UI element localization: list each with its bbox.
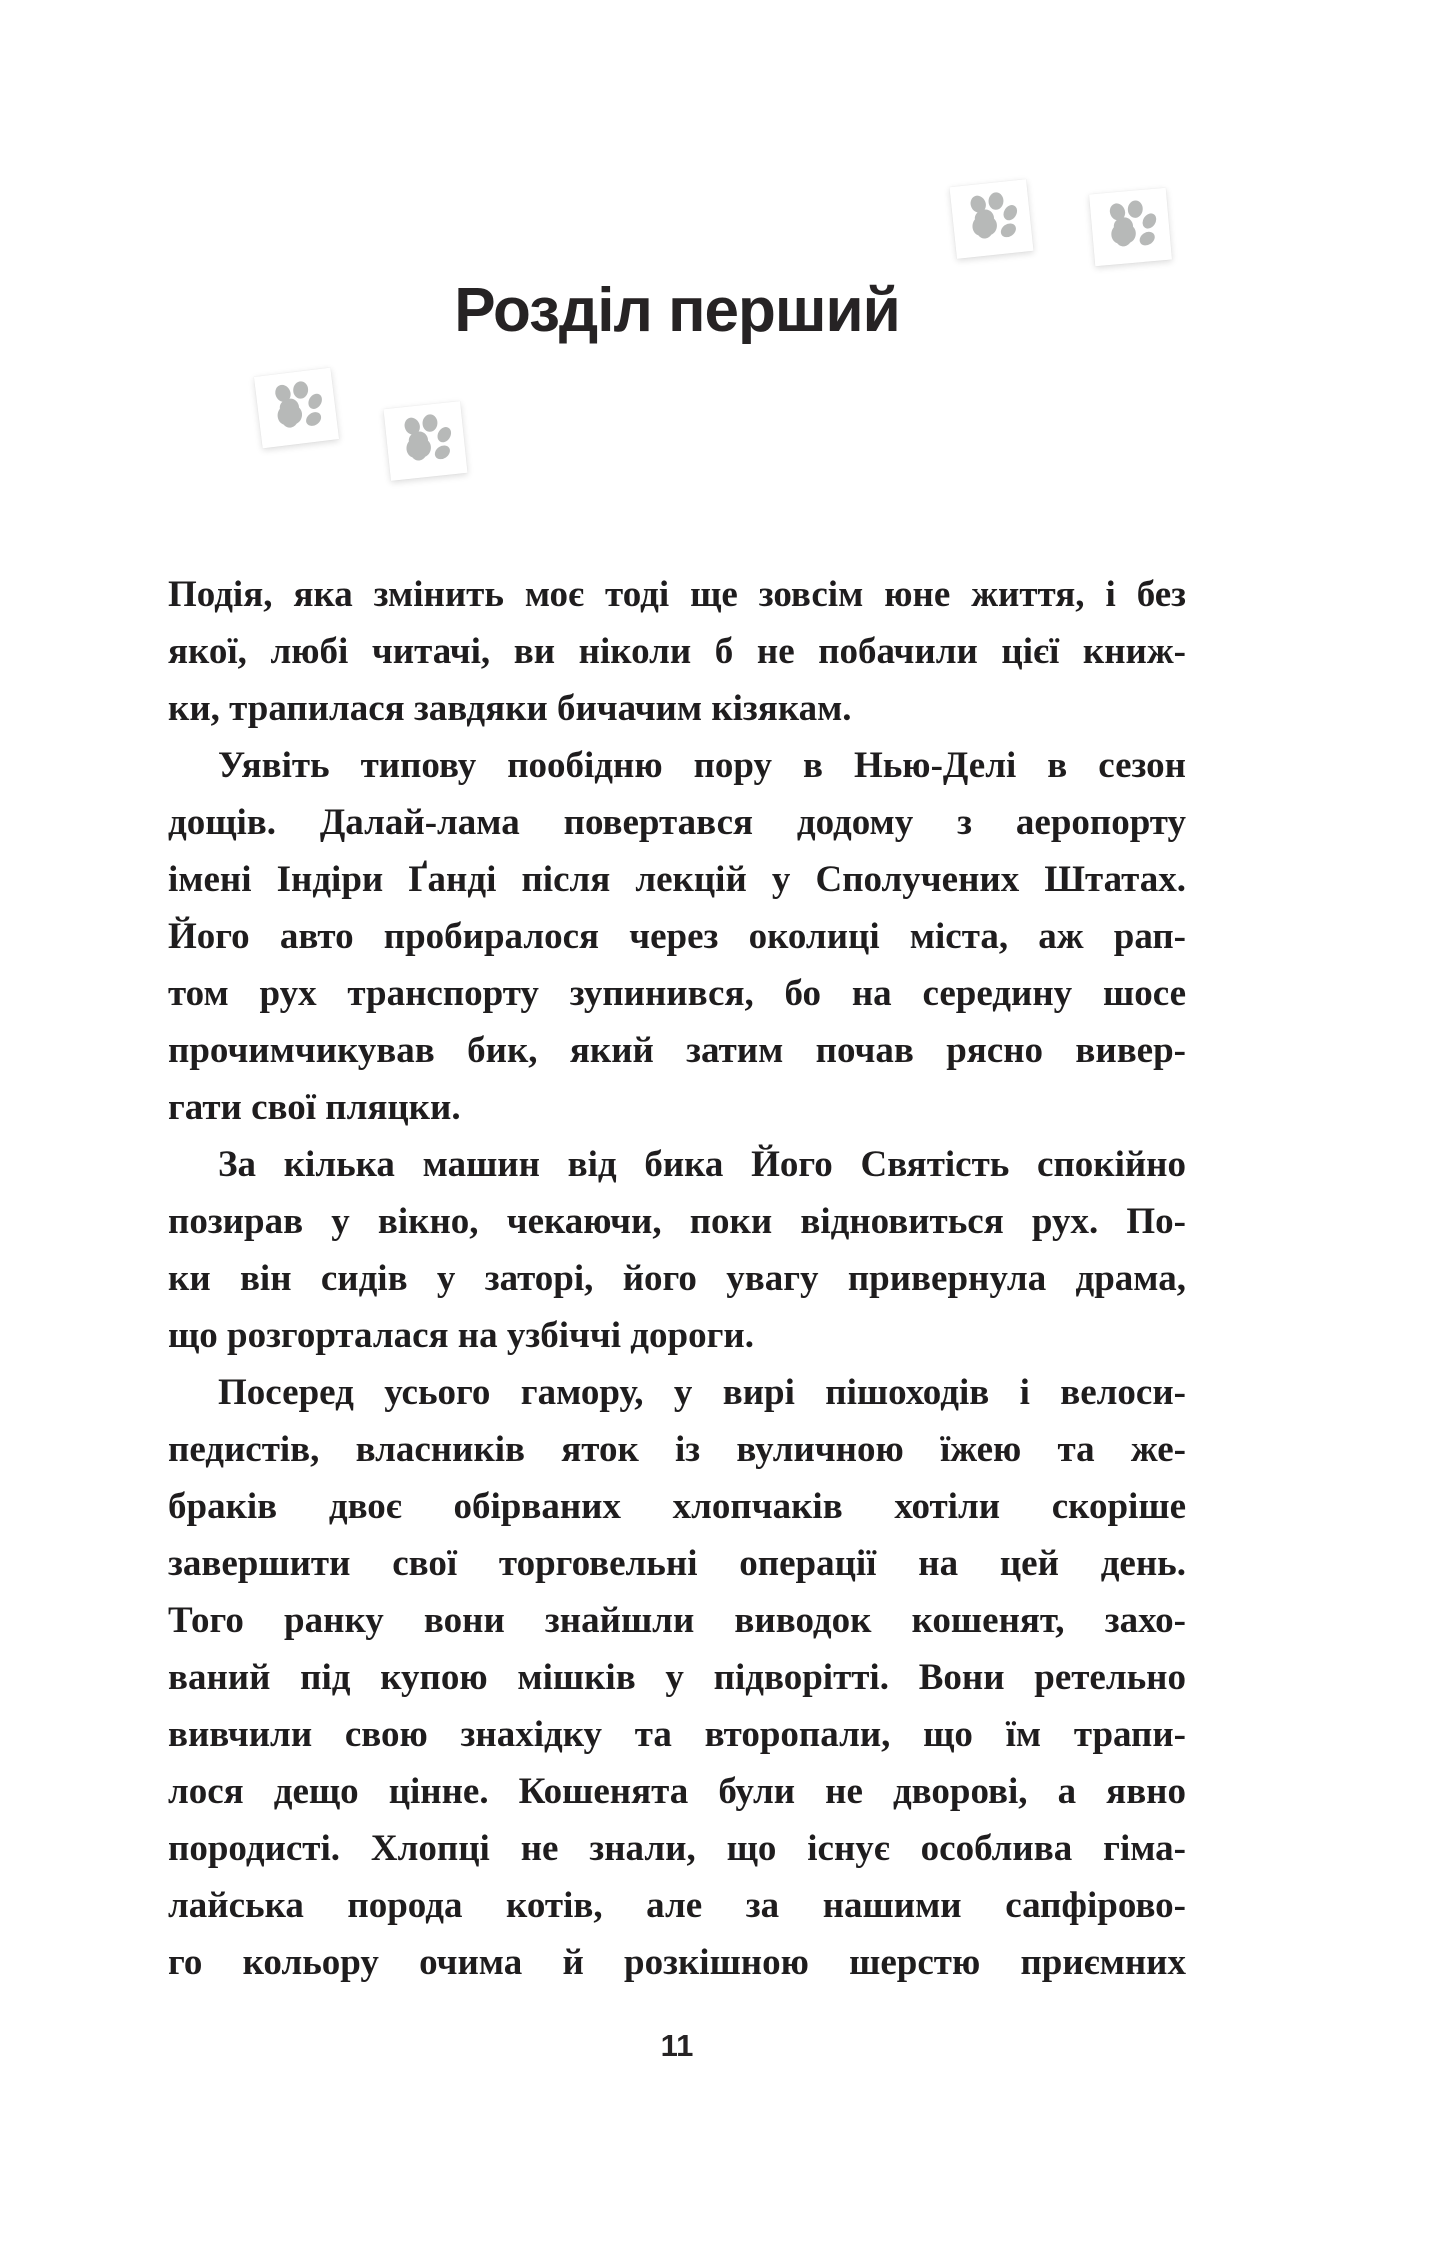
text-line: гати свої пляцки. [168, 1087, 461, 1128]
text-line: ки, трапилася завдяки бичачим кізякам. [168, 688, 852, 729]
text-line: Його авто пробиралося через околиці міста, аж рап- [168, 916, 1186, 957]
paw-print-tile [949, 179, 1033, 259]
text-line: том рух транспорту зупинився, бо на середину шосе [168, 973, 1186, 1014]
text-line: браків двоє обірваних хлопчаків хотіли скоріше [168, 1486, 1186, 1527]
text-line: ки він сидів у заторі, його увагу привернула драма, [168, 1258, 1186, 1299]
text-line: прочимчикував бик, який затим почав рясно вивер- [168, 1030, 1186, 1071]
text-line: За кілька машин від бика Його Святість спокійно [218, 1144, 1186, 1185]
text-line: ваний під купою мішків у підворітті. Вони ретельно [168, 1657, 1186, 1698]
text-line: дощів. Далай-лама повертався додому з аеропорту [168, 802, 1186, 843]
text-line: Подія, яка змінить моє тоді ще зовсім юне життя, і без [168, 574, 1186, 615]
paw-print-tile [254, 368, 339, 449]
text-line: Посеред усього гамору, у вирі пішоходів і велоси- [218, 1372, 1186, 1413]
text-line: імені Індіри Ґанді після лекцій у Сполучених Штатах. [168, 859, 1186, 900]
chapter-title: Розділ перший [454, 276, 900, 345]
page-number: 11 [660, 2028, 694, 2063]
text-line: якої, любі читачі, ви ніколи б не побачили цієї книж- [168, 631, 1186, 672]
text-line: лося дещо цінне. Кошенята були не дворові, а явно [168, 1771, 1186, 1812]
text-line: Того ранку вони знайшли виводок кошенят, захо- [168, 1600, 1186, 1641]
paw-print-tile [1089, 188, 1172, 266]
text-line: лайська порода котів, але за нашими сапфірово- [168, 1885, 1186, 1926]
paw-print-icon [391, 407, 459, 475]
text-line: породисті. Хлопці не знали, що існує особлива гіма- [168, 1828, 1186, 1869]
paw-print-icon [957, 185, 1025, 253]
text-line: вивчили свою знахідку та второпали, що їм трапи- [168, 1714, 1186, 1755]
text-line: завершити свої торговельні операції на цей день. [168, 1543, 1186, 1584]
text-line: педистів, власників яток із вуличною їжею та же- [168, 1429, 1186, 1470]
text-line: що розгорталася на узбіччі дороги. [168, 1315, 754, 1356]
paw-print-icon [261, 374, 330, 443]
text-line: го кольору очима й розкішною шерстю приємних [168, 1942, 1186, 1983]
paw-print-tile [383, 401, 467, 481]
text-line: позирав у вікно, чекаючи, поки відновиться рух. По- [168, 1201, 1186, 1242]
paw-print-icon [1096, 193, 1163, 260]
body-text [168, 566, 1186, 1991]
text-line: Уявіть типову пообідню пору в Нью-Делі в сезон [218, 745, 1186, 786]
